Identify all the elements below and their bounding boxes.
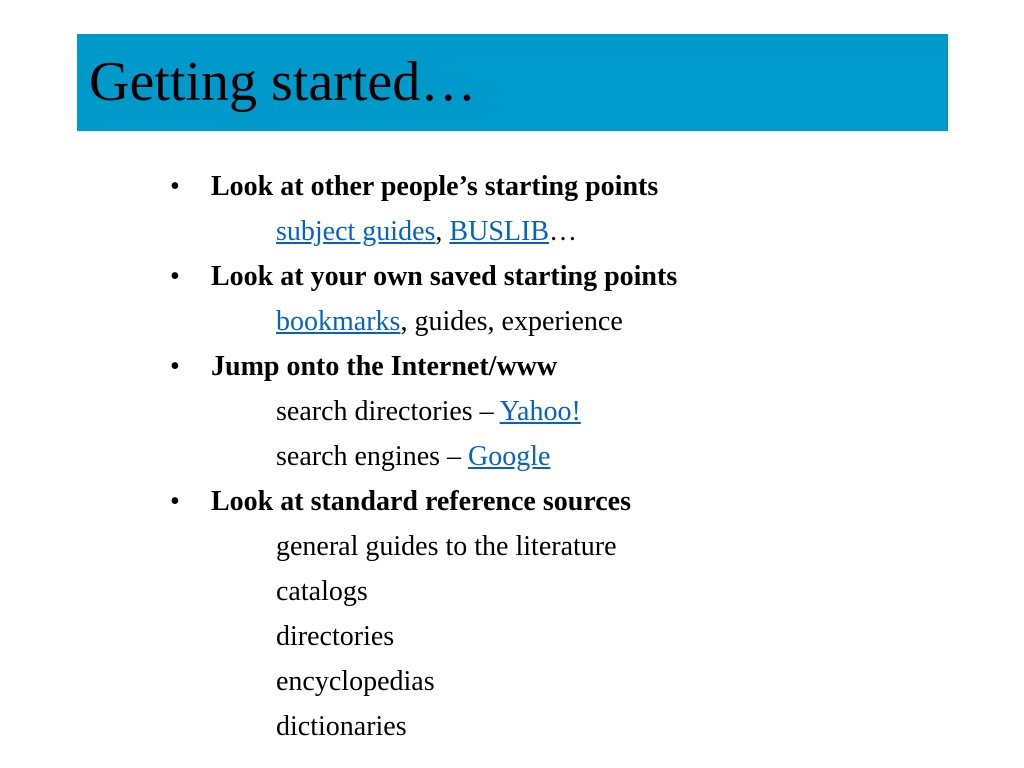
bullet-icon: • <box>170 171 180 202</box>
buslib-link[interactable]: BUSLIB <box>449 216 549 247</box>
slide-title: Getting started… <box>89 51 477 113</box>
bullet-icon: • <box>170 351 180 382</box>
sub-item-text: encyclopedias <box>276 666 435 697</box>
sub-item-text: dictionaries <box>276 711 407 742</box>
sub-item-tail: , guides, experience <box>400 306 623 337</box>
ellipsis: … <box>549 216 577 247</box>
bullet-heading: Look at your own saved starting points <box>211 261 678 292</box>
bullet-heading: Look at standard reference sources <box>211 486 631 517</box>
sub-item-text <box>276 389 581 434</box>
sub-item-label: search engines – <box>276 441 469 472</box>
bookmarks-link[interactable]: bookmarks <box>276 306 401 337</box>
sub-item-text: catalogs <box>276 576 368 607</box>
title-bar <box>77 34 948 131</box>
sub-item-text <box>276 434 550 479</box>
bullet-heading: Look at other people’s starting points <box>211 171 659 202</box>
separator: , <box>435 216 450 247</box>
yahoo-link[interactable]: Yahoo! <box>499 396 581 427</box>
bullet-icon: • <box>170 486 180 517</box>
sub-item-text: general guides to the literature <box>276 531 617 562</box>
sub-item-text <box>276 209 577 254</box>
subject-guides-link[interactable]: subject guides <box>276 216 436 247</box>
google-link[interactable]: Google <box>468 441 551 472</box>
bullet-icon: • <box>170 261 180 292</box>
bullet-heading: Jump onto the Internet/www <box>211 351 558 382</box>
sub-item-text <box>276 299 623 344</box>
sub-item-label: search directories – <box>276 396 500 427</box>
sub-item-text: directories <box>276 621 395 652</box>
